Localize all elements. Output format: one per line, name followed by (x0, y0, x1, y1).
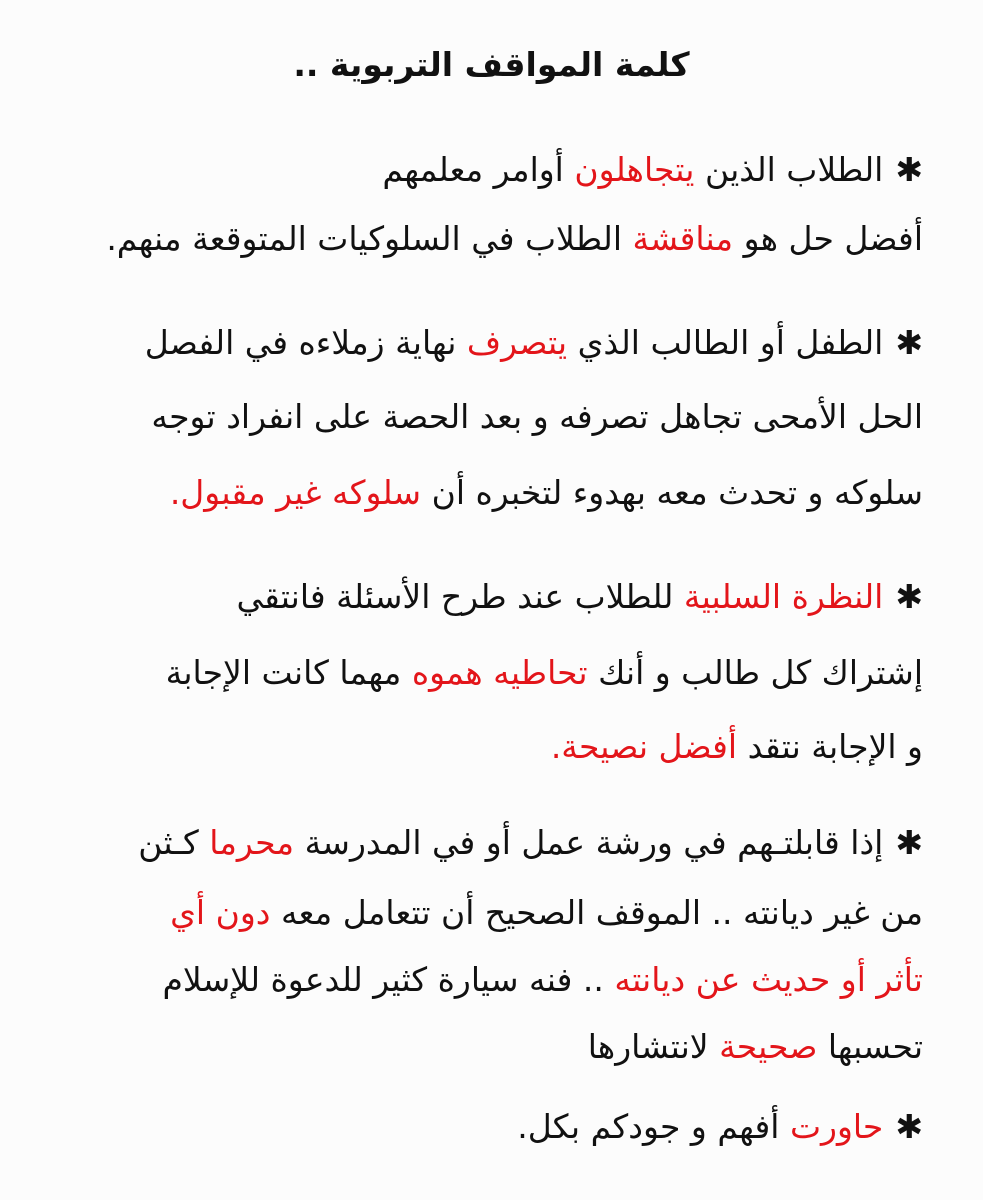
bullet-star-icon: ✱ (895, 150, 923, 189)
highlight-segment: يتجاهلون (574, 150, 695, 189)
highlight-segment: تحاطيه هموه (411, 653, 588, 692)
text-segment: لانتشارها (587, 1027, 720, 1066)
highlight-segment: تأثر أو حديث عن ديانته (614, 960, 923, 999)
highlight-segment: دون أي (170, 893, 271, 932)
paragraph-4-line-1 (60, 818, 923, 868)
text-segment: الحل الأمحى تجاهل تصرفه و بعد الحصة على انفراد توجه (151, 397, 923, 436)
text-segment: تحسبها (817, 1027, 923, 1066)
bullet-star-icon: ✱ (895, 1107, 923, 1146)
text-segment: الطفل أو الطالب الذي (567, 323, 884, 362)
text-segment: أوامر معلمهم (382, 150, 575, 189)
text-segment: مهما كانت الإجابة (165, 653, 412, 692)
text-segment: للطلاب عند طرح الأسئلة فانتقي (236, 577, 684, 616)
highlight-segment: محرما (209, 823, 295, 862)
highlight-segment: يتصرف (466, 323, 568, 362)
highlight-segment: أفضل نصيحة. (550, 727, 738, 766)
paragraph-1-line-1 (60, 145, 923, 195)
bullet-star-icon: ✱ (895, 823, 923, 862)
highlight-segment: سلوكه غير مقبول. (169, 473, 422, 512)
text-segment: الطلاب الذين (694, 150, 884, 189)
text-segment: سلوكه و تحدث معه بهدوء لتخبره أن (421, 473, 923, 512)
paragraph-3-line-3 (60, 722, 923, 772)
text-segment: أفضل حل هو (733, 219, 923, 258)
page-title: كلمة المواقف التربوية .. (293, 45, 690, 84)
text-segment: و الإجابة نتقد (737, 727, 923, 766)
text-segment: أفهم و جودكم بكل. (517, 1107, 790, 1146)
bullet-star-icon: ✱ (895, 323, 923, 362)
paragraph-4-line-3 (60, 955, 923, 1005)
bullet-star-icon: ✱ (895, 577, 923, 616)
highlight-segment: حاورت (789, 1107, 884, 1146)
paragraph-3-line-1 (60, 572, 923, 622)
paragraph-1-line-2 (60, 214, 923, 264)
highlight-segment: مناقشة (632, 219, 734, 258)
text-segment: .. فنه سيارة كثير للدعوة للإسلام (162, 960, 615, 999)
text-segment: كـثن (138, 823, 210, 862)
text-segment: الطلاب في السلوكيات المتوقعة منهم. (106, 219, 633, 258)
text-segment: نهاية زملاءه في الفصل (144, 323, 467, 362)
paragraph-3-line-2 (60, 648, 923, 698)
paragraph-2-line-3 (60, 468, 923, 518)
text-segment: من غير ديانته .. الموقف الصحيح أن تتعامل معه (270, 893, 923, 932)
paragraph-4-line-2 (60, 888, 923, 938)
paragraph-2-line-2 (60, 392, 923, 442)
paragraph-2-line-1 (60, 318, 923, 368)
highlight-segment: صحيحة (719, 1027, 818, 1066)
text-segment: إشتراك كل طالب و أنك (587, 653, 923, 692)
paragraph-4-line-4 (60, 1022, 923, 1072)
paragraph-5-line-1 (60, 1102, 923, 1152)
text-segment: إذا قابلتـهم في ورشة عمل أو في المدرسة (294, 823, 884, 862)
highlight-segment: النظرة السلبية (683, 577, 884, 616)
